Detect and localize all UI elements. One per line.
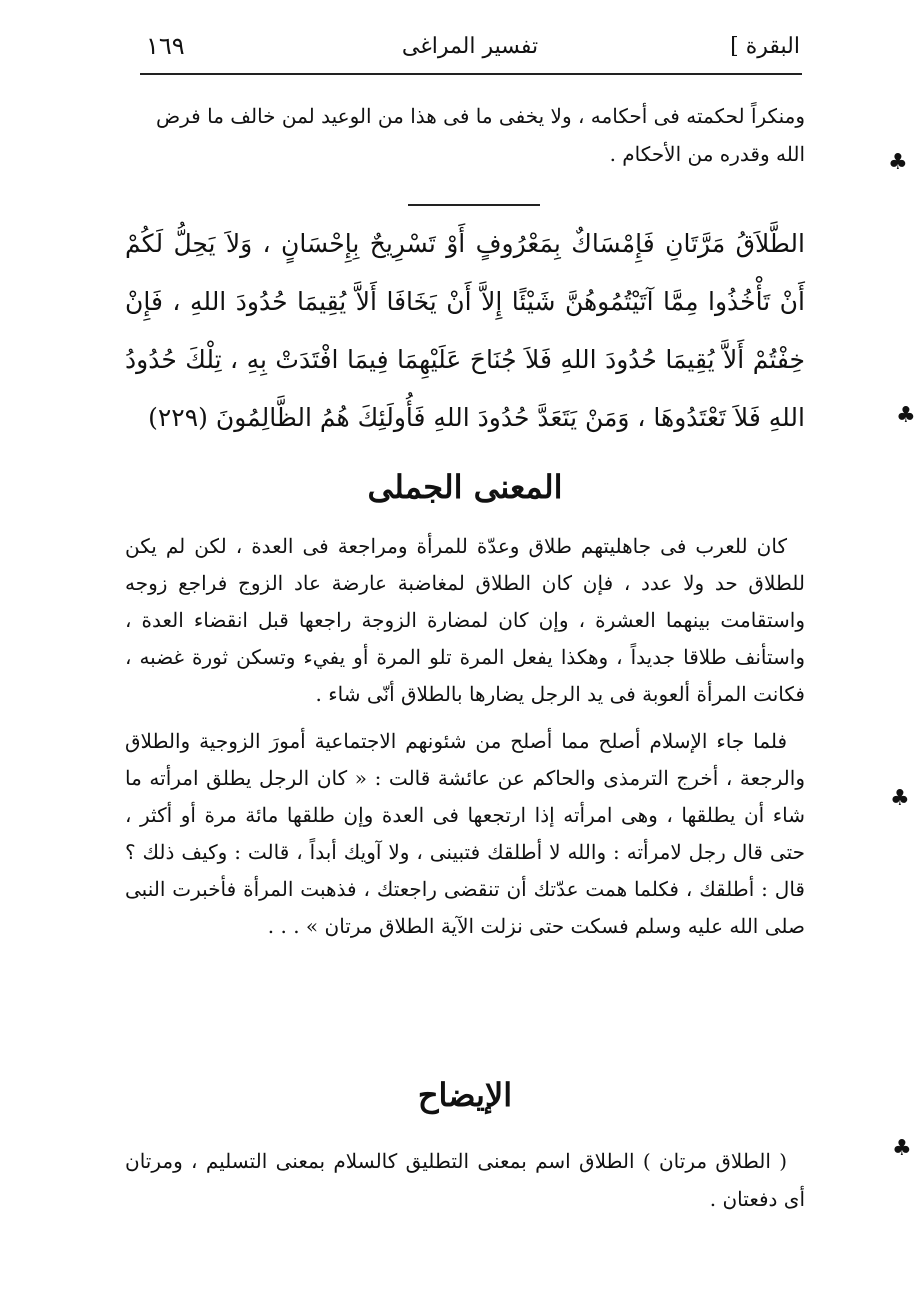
heading-explanation: الإيضاح (417, 1076, 513, 1114)
page-header (140, 28, 800, 72)
header-surah-name: البقرة ] (730, 34, 800, 59)
paragraph: كان للعرب فى جاهليتهم طلاق وعدّة للمرأة ومراجعة فى العدة ، لكن لم يكن للطلاق حد ولا عدد ، فإن كان الطلاق لمغاضبة عارضة عاد الزوج فراجع زوجه واستقامت بينهما العشرة ، وإن كان لمضارة الزوجة راجعها قبل انقضاء العدة ، واستأنف طلاقا جديداً ، وهكذا يفعل المرة تلو المرة أو يفيء وتسكن ثورة غضبه ، فكانت المرأة ألعوبة فى يد الرجل يضارها بالطلاق أنّى شاء . (125, 534, 805, 706)
paragraph: ( الطلاق مرتان ) الطلاق اسم بمعنى التطليق كالسلام بمعنى التسليم ، ومرتان أى دفعتان . (125, 1149, 805, 1211)
intro-text (125, 98, 805, 173)
explanation-section (125, 1142, 805, 1218)
quran-verse: الطَّلاَقُ مَرَّتَانِ فَإِمْسَاكٌ بِمَعْرُوفٍ أَوْ تَسْرِيحٌ بِإِحْسَانٍ ، وَلاَ يَحِلُّ لَكُمْ أَنْ تَأْخُذُوا مِمَّا آتَيْتُمُوهُنَّ شَيْئًا إِلاَّ أَنْ يَخَافَا أَلاَّ يُقِيمَا حُدُودَ اللهِ ، فَإِنْ خِفْتُمْ أَلاَّ يُقِيمَا حُدُودَ اللهِ فَلاَ جُنَاحَ عَلَيْهِمَا فِيمَا افْتَدَتْ بِهِ ، تِلْكَ حُدُودُ اللهِ فَلاَ تَعْتَدُوهَا ، وَمَنْ يَتَعَدَّ حُدُودَ اللهِ فَأُولَئِكَ هُمُ الظَّالِمُونَ (٢٢٩) (125, 229, 805, 432)
section-divider (408, 204, 540, 206)
header-page-number: ١٦٩ (146, 32, 185, 60)
heading-general-meaning: المعنى الجملى (367, 468, 563, 506)
margin-ornament-icon: ♣ (888, 150, 908, 175)
margin-ornament-icon: ♣ (896, 403, 916, 428)
paragraph: فلما جاء الإسلام أصلح مما أصلح من شئونهم الاجتماعية أمورَ الزوجية والطلاق والرجعة ، أخرج الترمذى والحاكم عن عائشة قالت : « كان الرجل يطلق امرأته ما شاء أن يطلقها ، وهى امرأته إذا ارتجعها فى العدة وإن طلقها مائة مرة أو أكثر ، حتى قال رجل لامرأته : والله لا أطلقك فتبينى ، ولا آويك أبداً ، قالت : وكيف ذلك ؟ قال : أطلقك ، فكلما همت عدّتك أن تنقضى راجعتك ، فذهبت المرأة فأخبرت النبى صلى الله عليه وسلم فسكت حتى نزلت الآية الطلاق مرتان » . . . (125, 729, 805, 938)
header-book-title: تفسير المراغى (401, 34, 539, 59)
header-rule (140, 73, 802, 75)
intro-line: ومنكراً لحكمته فى أحكامه ، ولا يخفى ما فى هذا من الوعيد لمن خالف ما فرض (155, 104, 805, 128)
intro-line: الله وقدره من الأحكام . (609, 141, 805, 166)
margin-ornament-icon: ♣ (890, 786, 910, 811)
general-meaning-section (125, 528, 805, 945)
margin-ornament-icon: ♣ (892, 1136, 912, 1161)
